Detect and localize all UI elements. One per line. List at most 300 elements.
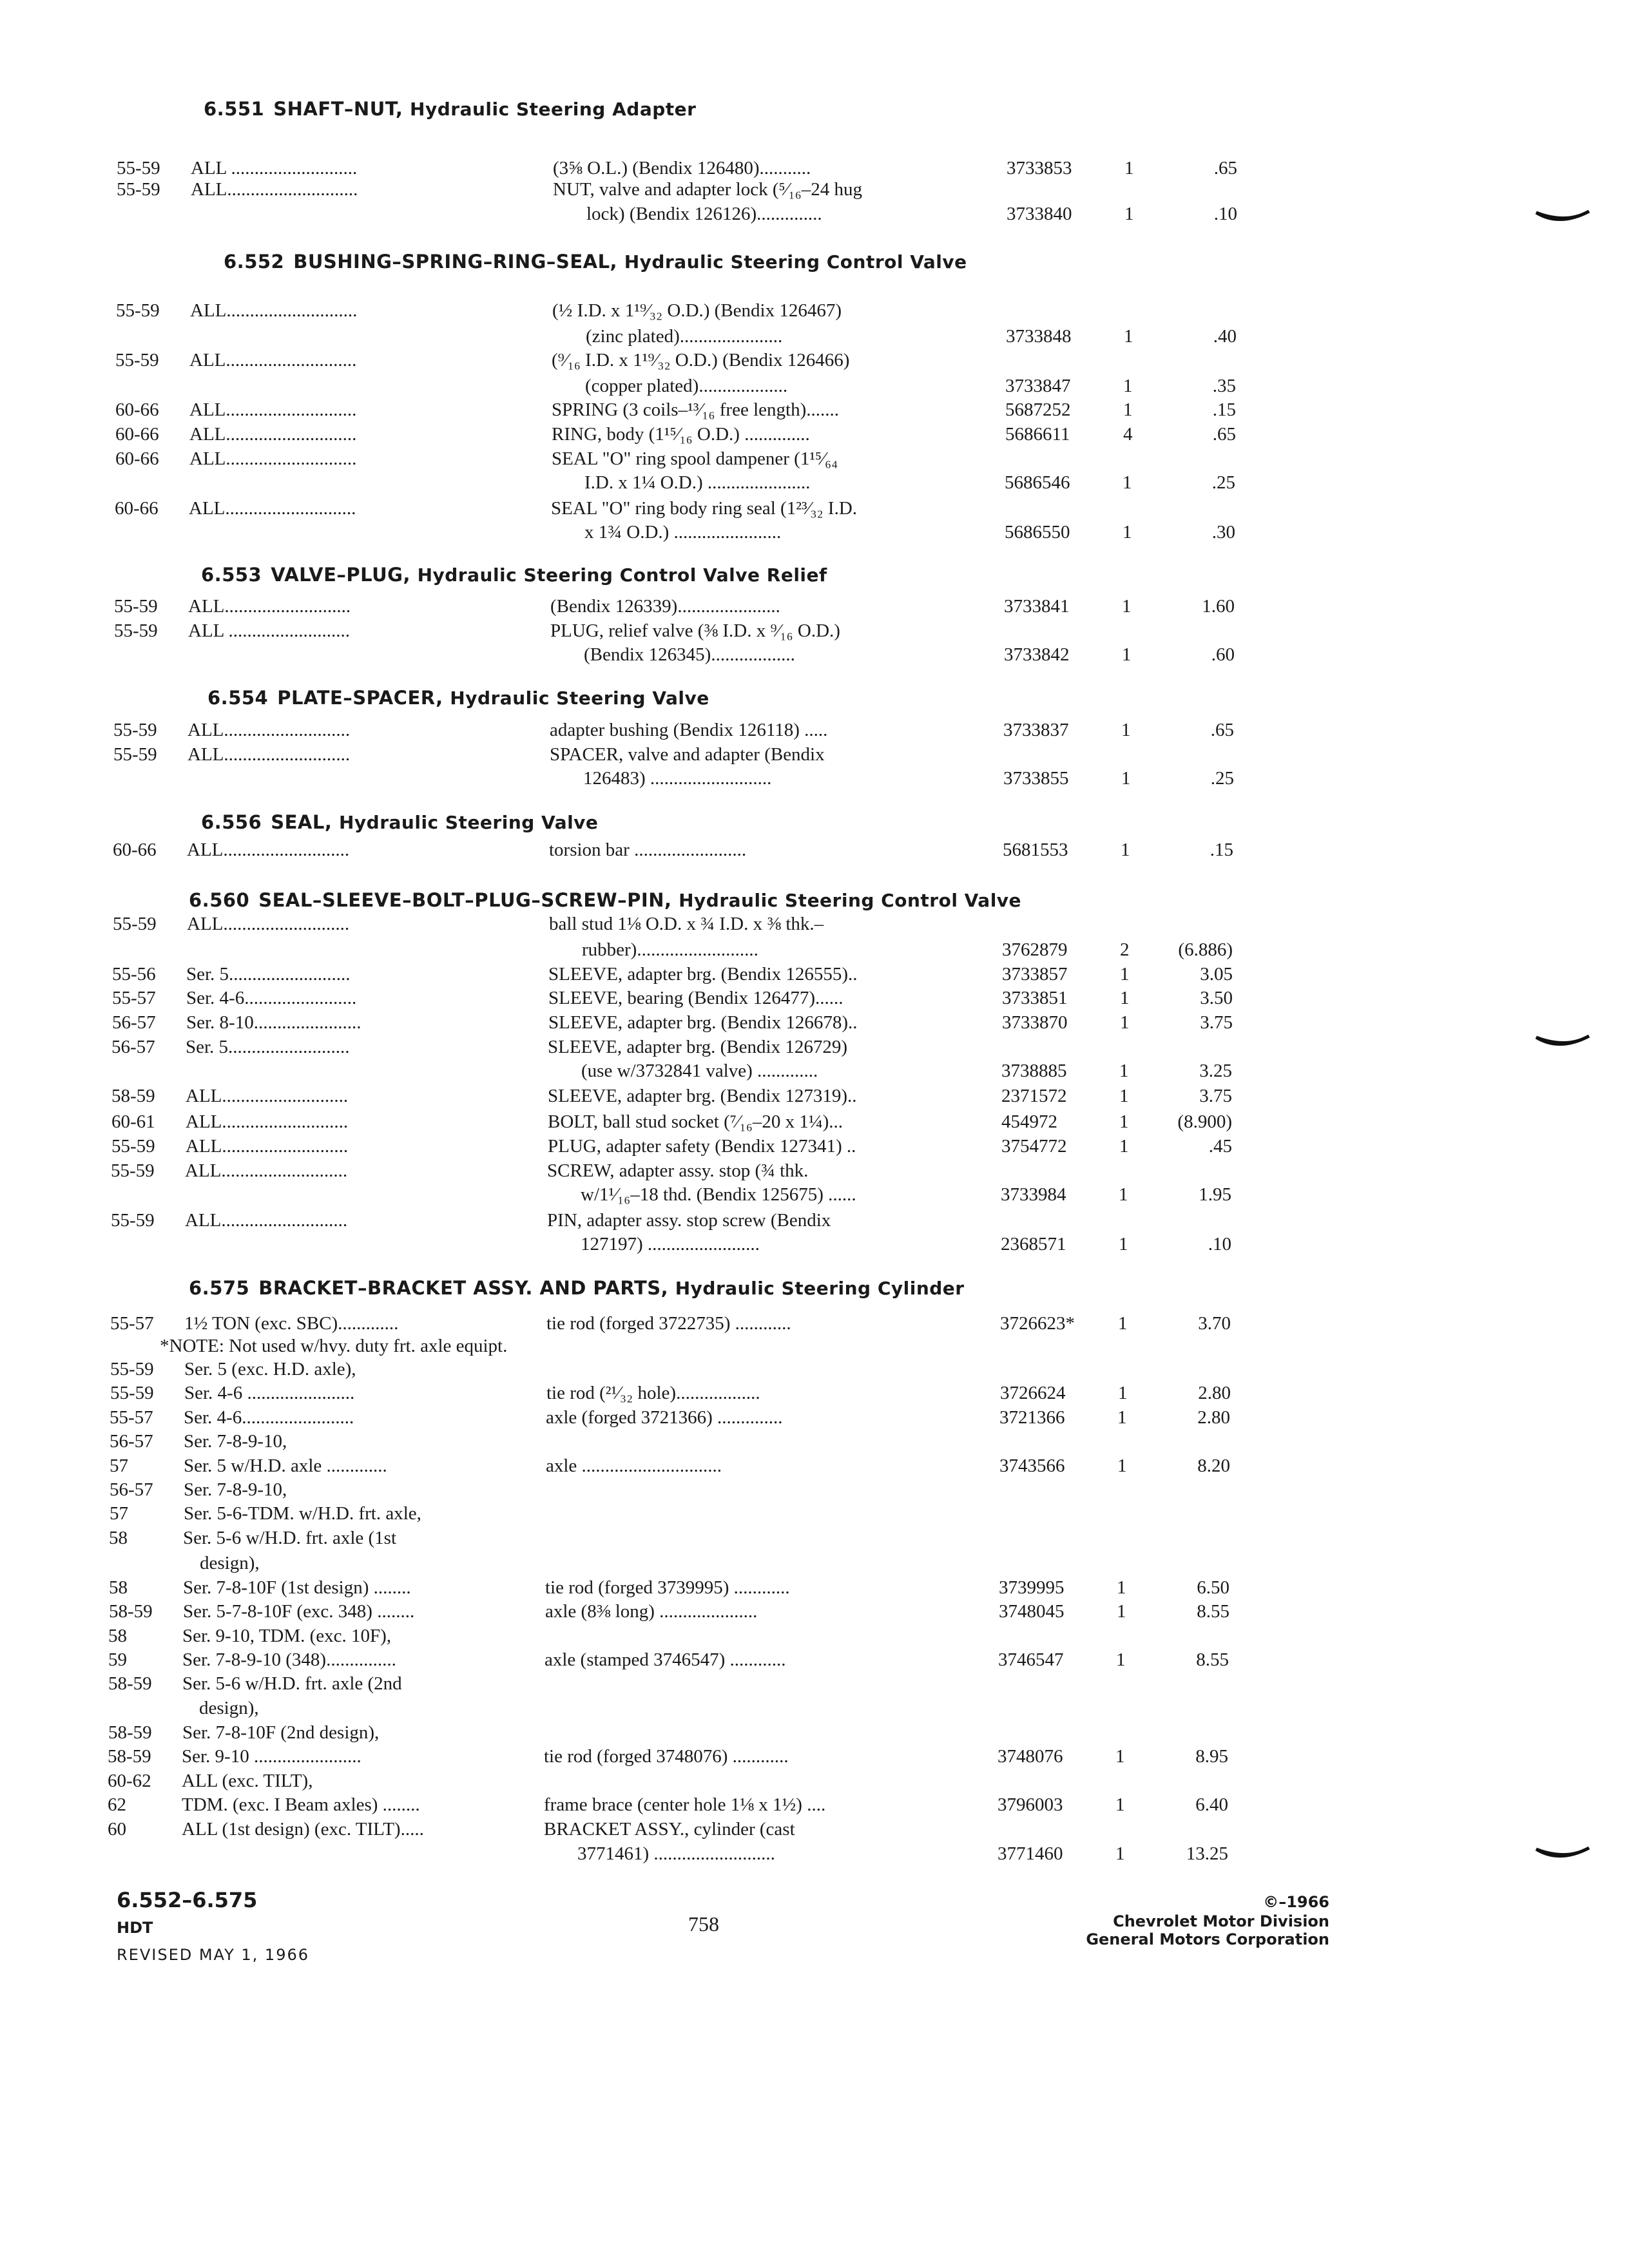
section-number: 6.560 (189, 889, 250, 911)
row-quantity: 1 (1115, 1746, 1125, 1767)
row-year: 55-56 (112, 964, 156, 985)
row-part-number: 3721366 (999, 1407, 1065, 1428)
section-title: BRACKET–BRACKET ASSY. AND PARTS, (258, 1277, 669, 1299)
row-description: PLUG, adapter safety (Bendix 127341) .. (548, 1136, 856, 1157)
row-price: .15 (1210, 840, 1233, 860)
row-series: Ser. 5.......................... (186, 1037, 350, 1057)
parts-row (0, 840, 1629, 865)
row-year: 55-57 (110, 1313, 154, 1334)
parts-row (0, 1553, 1629, 1579)
row-part-number: 3733857 (1002, 964, 1068, 985)
parts-row (0, 1819, 1629, 1845)
parts-row (0, 939, 1629, 965)
row-description: SPACER, valve and adapter (Bendix (550, 744, 825, 765)
row-year: 55-59 (114, 596, 158, 617)
row-description: (½ I.D. x 1¹⁹⁄₃₂ O.D.) (Bendix 126467) (552, 300, 842, 321)
row-series: ALL............................ (190, 300, 358, 321)
row-quantity: 1 (1121, 840, 1130, 860)
row-price: 1.60 (1202, 596, 1235, 617)
row-description: tie rod (forged 3748076) ............ (544, 1746, 789, 1767)
row-price: .15 (1212, 399, 1236, 420)
row-year: 55-57 (110, 1407, 153, 1428)
row-series: Ser. 9-10, TDM. (exc. 10F), (182, 1626, 392, 1646)
row-year: 56-57 (110, 1431, 153, 1452)
row-part-number: 3733837 (1003, 720, 1069, 740)
row-quantity: 1 (1117, 1577, 1126, 1598)
parts-row (0, 1061, 1629, 1086)
parts-row (0, 914, 1629, 939)
row-series: Ser. 5-6 w/H.D. frt. axle (1st (183, 1528, 397, 1548)
row-description: PLUG, relief valve (⅜ I.D. x ⁹⁄₁₆ O.D.) (550, 620, 840, 641)
row-year: 58-59 (108, 1673, 152, 1694)
row-description: (copper plated)................... (585, 376, 788, 396)
row-part-number: 3733851 (1002, 988, 1068, 1008)
row-price: 3.75 (1200, 1012, 1233, 1033)
section-subtitle: Hydraulic Steering Adapter (410, 99, 697, 120)
row-series: ALL (1st design) (exc. TILT)..... (182, 1819, 424, 1840)
row-year: 55-57 (112, 988, 156, 1008)
row-quantity: 1 (1119, 1061, 1129, 1081)
parts-row (0, 1794, 1629, 1820)
row-quantity: 4 (1123, 424, 1133, 445)
parts-row (0, 204, 1629, 229)
row-series: Ser. 7-8-10F (1st design) ........ (183, 1577, 411, 1598)
section-title: SEAL–SLEEVE–BOLT–PLUG–SCREW–PIN, (258, 889, 672, 911)
row-part-number: 3726624 (1000, 1383, 1066, 1403)
parts-row (0, 522, 1629, 548)
row-description: adapter bushing (Bendix 126118) ..... (550, 720, 828, 740)
row-series: ALL............................ (189, 350, 357, 370)
row-description: SEAL "O" ring spool dampener (1¹⁵⁄₆₄ (552, 448, 838, 469)
row-quantity: 1 (1118, 1313, 1128, 1334)
row-part-number: 454972 (1001, 1111, 1057, 1132)
parts-row (0, 179, 1629, 205)
row-year: 58-59 (111, 1086, 155, 1106)
row-year: 55-59 (117, 158, 160, 178)
row-price: 8.95 (1195, 1746, 1228, 1767)
row-quantity: 1 (1117, 1456, 1127, 1476)
footer-range: 6.552–6.575 (117, 1888, 258, 1912)
parts-row (0, 350, 1629, 376)
row-description: axle (8⅜ long) ..................... (545, 1601, 758, 1622)
parts-row (0, 1359, 1629, 1385)
row-price: (6.886) (1178, 939, 1233, 960)
parts-row (0, 1746, 1629, 1772)
row-series: ALL............................ (189, 399, 357, 420)
row-year: 60-62 (108, 1771, 151, 1791)
row-series: *NOTE: Not used w/hvy. duty frt. axle equipt. (160, 1336, 508, 1356)
parts-row (0, 1577, 1629, 1603)
row-series: ALL........................... (185, 1160, 348, 1181)
row-series: Ser. 4-6........................ (184, 1407, 354, 1428)
row-quantity: 2 (1120, 939, 1130, 960)
footer-code: HDT (117, 1919, 153, 1937)
parts-row (0, 1336, 1629, 1361)
section-heading (204, 98, 696, 120)
row-series: ALL........................... (186, 1136, 349, 1157)
row-quantity: 1 (1117, 1407, 1127, 1428)
parts-row (0, 988, 1629, 1014)
section-title: BUSHING–SPRING–RING–SEAL, (293, 251, 618, 273)
row-description: axle .............................. (546, 1456, 722, 1476)
binder-mark-icon (1534, 206, 1592, 232)
row-quantity: 1 (1122, 596, 1132, 617)
row-description: SLEEVE, adapter brg. (Bendix 126729) (548, 1037, 847, 1057)
row-price: 8.55 (1196, 1649, 1229, 1670)
parts-row (0, 1210, 1629, 1236)
row-series: Ser. 4-6 ....................... (184, 1383, 355, 1403)
row-year: 59 (108, 1649, 127, 1670)
parts-row (0, 1313, 1629, 1339)
row-year: 55-59 (115, 350, 159, 370)
row-price: 3.75 (1199, 1086, 1232, 1106)
row-price: .10 (1213, 204, 1237, 224)
row-quantity: 1 (1121, 768, 1131, 789)
row-year: 55-59 (113, 744, 157, 765)
row-part-number: 3746547 (998, 1649, 1064, 1670)
row-part-number: 3748045 (999, 1601, 1065, 1622)
row-description: 127197) ........................ (581, 1234, 760, 1254)
parts-row (0, 596, 1629, 622)
parts-row (0, 1673, 1629, 1699)
parts-row (0, 1037, 1629, 1062)
row-series: ALL ........................... (191, 158, 358, 178)
row-part-number: 3733847 (1005, 376, 1071, 396)
row-description: BRACKET ASSY., cylinder (cast (544, 1819, 795, 1840)
row-series: ALL........................... (186, 1086, 349, 1106)
row-year: 56-57 (110, 1479, 153, 1500)
parts-row (0, 1601, 1629, 1627)
row-description: frame brace (center hole 1⅛ x 1½) .... (544, 1794, 826, 1815)
row-quantity: 1 (1120, 964, 1130, 985)
parts-row (0, 644, 1629, 670)
row-description: NUT, valve and adapter lock (⁵⁄₁₆–24 hug (553, 179, 862, 200)
row-description: SEAL "O" ring body ring seal (1²³⁄₃₂ I.D. (551, 498, 858, 519)
row-series: ALL........................... (185, 1210, 348, 1231)
row-series: ALL............................ (189, 498, 356, 519)
row-series: ALL (exc. TILT), (182, 1771, 313, 1791)
row-series: Ser. 8-10....................... (186, 1012, 361, 1033)
section-title: SEAL, (271, 811, 333, 833)
row-description: ball stud 1⅛ O.D. x ¾ I.D. x ⅜ thk.– (549, 914, 824, 934)
row-quantity: 1 (1117, 1601, 1126, 1622)
row-part-number: 5687252 (1005, 399, 1071, 420)
parts-row (0, 1431, 1629, 1457)
row-part-number: 3733870 (1002, 1012, 1068, 1033)
footer-corporation: General Motors Corporation (1086, 1930, 1329, 1948)
row-series: ALL........................... (188, 596, 351, 617)
row-part-number: 3796003 (998, 1794, 1063, 1815)
parts-row (0, 1503, 1629, 1529)
parts-row (0, 1136, 1629, 1162)
parts-row (0, 1843, 1629, 1869)
row-quantity: 1 (1123, 472, 1132, 493)
parts-row (0, 720, 1629, 745)
section-subtitle: Hydraulic Steering Control Valve (679, 890, 1022, 911)
row-year: 60-66 (113, 840, 157, 860)
row-series: TDM. (exc. I Beam axles) ........ (182, 1794, 420, 1815)
row-part-number: 5686546 (1005, 472, 1070, 493)
row-price: .60 (1211, 644, 1235, 665)
row-quantity: 1 (1115, 1794, 1125, 1815)
row-description: (zinc plated)...................... (586, 326, 783, 347)
footer-division: Chevrolet Motor Division (1113, 1912, 1329, 1930)
row-series: ALL........................... (187, 914, 350, 934)
row-series: ALL........................... (186, 1111, 349, 1132)
section-number: 6.551 (204, 98, 265, 120)
row-series: Ser. 5-7-8-10F (exc. 348) ........ (183, 1601, 415, 1622)
row-quantity: 1 (1123, 376, 1133, 396)
row-quantity: 1 (1124, 326, 1133, 347)
row-part-number: 5686611 (1005, 424, 1070, 445)
row-series: ALL............................ (189, 448, 357, 469)
row-description: w/1¹⁄₁₆–18 thd. (Bendix 125675) ...... (581, 1184, 856, 1205)
row-price: .65 (1210, 720, 1234, 740)
row-description: I.D. x 1¼ O.D.) ...................... (584, 472, 811, 493)
section-heading (201, 811, 598, 833)
row-year: 60-66 (115, 399, 159, 420)
row-series: ALL .......................... (188, 620, 351, 641)
row-series: Ser. 7-8-9-10 (348)............... (182, 1649, 396, 1670)
row-series: design), (200, 1553, 260, 1573)
row-series: ALL............................ (191, 179, 358, 200)
row-price: 8.20 (1197, 1456, 1230, 1476)
section-title: SHAFT–NUT, (273, 98, 403, 120)
row-quantity: 1 (1123, 522, 1132, 543)
row-series: ALL........................... (187, 840, 350, 860)
row-price: 6.50 (1197, 1577, 1229, 1598)
row-year: 62 (108, 1794, 126, 1815)
parts-row (0, 1012, 1629, 1038)
page-number: 758 (688, 1912, 719, 1936)
row-year: 58 (108, 1626, 127, 1646)
binder-mark-icon (1534, 1031, 1592, 1057)
row-price: .65 (1213, 158, 1237, 178)
row-description: tie rod (²¹⁄₃₂ hole).................. (546, 1383, 760, 1403)
row-year: 60-66 (115, 498, 159, 519)
parts-row (0, 964, 1629, 990)
row-year: 56-57 (111, 1037, 155, 1057)
row-price: .30 (1211, 522, 1235, 543)
section-subtitle: Hydraulic Steering Valve (338, 812, 599, 833)
parts-row (0, 1383, 1629, 1408)
row-year: 55-59 (111, 1136, 155, 1157)
row-part-number: 3771460 (998, 1843, 1063, 1864)
parts-row (0, 1234, 1629, 1260)
row-price: 2.80 (1198, 1383, 1231, 1403)
parts-row (0, 472, 1629, 498)
row-description: 3771461) .......................... (577, 1843, 775, 1864)
row-part-number: 3754772 (1001, 1136, 1067, 1157)
row-part-number: 3726623* (1000, 1313, 1075, 1334)
row-part-number: 3733984 (1001, 1184, 1066, 1205)
row-year: 58-59 (108, 1722, 152, 1743)
row-price: .25 (1210, 768, 1234, 789)
row-part-number: 3733841 (1004, 596, 1070, 617)
row-quantity: 1 (1123, 399, 1133, 420)
row-year: 57 (110, 1503, 128, 1524)
section-heading (189, 889, 1021, 911)
parts-row (0, 1649, 1629, 1675)
row-part-number: 3762879 (1002, 939, 1068, 960)
row-part-number: 3739995 (999, 1577, 1065, 1598)
section-subtitle: Hydraulic Steering Cylinder (675, 1278, 965, 1299)
row-series: ALL........................... (188, 744, 351, 765)
parts-row (0, 1111, 1629, 1137)
section-heading (201, 564, 827, 586)
row-series: Ser. 5-6 w/H.D. frt. axle (2nd (182, 1673, 402, 1694)
row-year: 60-66 (115, 448, 159, 469)
row-part-number: 2368571 (1001, 1234, 1066, 1254)
parts-row (0, 399, 1629, 425)
row-year: 55-59 (110, 1383, 154, 1403)
row-part-number: 3738885 (1001, 1061, 1067, 1081)
row-quantity: 1 (1115, 1843, 1125, 1864)
row-year: 60-66 (115, 424, 159, 445)
row-description: SPRING (3 coils–¹³⁄₁₆ free length)....... (552, 399, 839, 420)
row-quantity: 1 (1121, 720, 1131, 740)
section-title: PLATE–SPACER, (277, 687, 443, 709)
row-series: Ser. 5 w/H.D. axle ............. (184, 1456, 387, 1476)
row-part-number: 3733853 (1007, 158, 1072, 178)
row-price: .35 (1212, 376, 1236, 396)
parts-row (0, 448, 1629, 474)
row-quantity: 1 (1124, 158, 1134, 178)
row-price: .10 (1208, 1234, 1231, 1254)
row-description: PIN, adapter assy. stop screw (Bendix (547, 1210, 831, 1231)
row-description: tie rod (forged 3739995) ............ (545, 1577, 790, 1598)
section-number: 6.556 (201, 811, 262, 833)
row-year: 55-59 (114, 620, 158, 641)
section-subtitle: Hydraulic Steering Valve (450, 687, 709, 709)
parts-row (0, 1456, 1629, 1481)
row-part-number: 3748076 (998, 1746, 1063, 1767)
row-description: SLEEVE, adapter brg. (Bendix 127319).. (548, 1086, 857, 1106)
parts-row (0, 498, 1629, 524)
row-year: 58-59 (108, 1746, 151, 1767)
row-description: (Bendix 126339)...................... (550, 596, 780, 617)
parts-row (0, 768, 1629, 794)
row-price: 8.55 (1197, 1601, 1229, 1622)
row-quantity: 1 (1120, 988, 1130, 1008)
row-series: ALL............................ (189, 424, 357, 445)
row-price: (8.900) (1177, 1111, 1232, 1132)
section-title: VALVE–PLUG, (271, 564, 410, 586)
row-year: 55-59 (110, 1359, 154, 1379)
row-description: (Bendix 126345).................. (584, 644, 795, 665)
row-price: 2.80 (1197, 1407, 1230, 1428)
row-series: design), (199, 1698, 259, 1718)
row-year: 58 (109, 1528, 128, 1548)
section-number: 6.552 (224, 251, 285, 273)
parts-row (0, 1160, 1629, 1186)
row-description: rubber).......................... (582, 939, 758, 960)
row-series: Ser. 7-8-10F (2nd design), (182, 1722, 380, 1743)
row-year: 60-61 (111, 1111, 155, 1132)
section-number: 6.553 (201, 564, 262, 586)
row-price: 1.95 (1199, 1184, 1231, 1205)
row-price: 6.40 (1195, 1794, 1228, 1815)
row-quantity: 1 (1119, 1136, 1129, 1157)
row-quantity: 1 (1124, 204, 1134, 224)
row-description: SCREW, adapter assy. stop (¾ thk. (547, 1160, 809, 1181)
row-quantity: 1 (1119, 1111, 1129, 1132)
row-price: 3.05 (1200, 964, 1233, 985)
row-description: (⁹⁄₁₆ I.D. x 1¹⁹⁄₃₂ O.D.) (Bendix 126466) (552, 350, 850, 370)
row-year: 56-57 (112, 1012, 156, 1033)
parts-row (0, 1184, 1629, 1210)
row-quantity: 1 (1119, 1184, 1128, 1205)
row-part-number: 5686550 (1005, 522, 1070, 543)
row-year: 60 (108, 1819, 126, 1840)
parts-row (0, 1528, 1629, 1553)
binder-mark-icon (1534, 1843, 1592, 1869)
parts-row (0, 620, 1629, 646)
row-description: RING, body (1¹⁵⁄₁₆ O.D.) .............. (552, 424, 810, 445)
row-description: SLEEVE, adapter brg. (Bendix 126678).. (548, 1012, 858, 1033)
row-price: 3.70 (1198, 1313, 1231, 1334)
row-price: 3.50 (1200, 988, 1233, 1008)
row-year: 57 (110, 1456, 128, 1476)
row-series: Ser. 7-8-9-10, (184, 1431, 287, 1452)
row-part-number: 3743566 (999, 1456, 1065, 1476)
footer-copyright: ©–1966 (1263, 1893, 1329, 1911)
section-subtitle: Hydraulic Steering Control Valve Relief (417, 564, 827, 586)
row-description: 126483) .......................... (583, 768, 772, 789)
row-part-number: 5681553 (1003, 840, 1068, 860)
row-series: Ser. 9-10 ....................... (182, 1746, 361, 1767)
row-description: (use w/3732841 valve) ............. (581, 1061, 818, 1081)
row-price: .65 (1212, 424, 1236, 445)
row-series: Ser. 7-8-9-10, (184, 1479, 287, 1500)
row-year: 55-59 (113, 914, 157, 934)
section-heading (207, 687, 709, 709)
row-price: 3.25 (1199, 1061, 1232, 1081)
section-subtitle: Hydraulic Steering Control Valve (624, 251, 967, 273)
parts-row (0, 376, 1629, 401)
row-year: 55-59 (113, 720, 157, 740)
row-year: 58 (109, 1577, 128, 1598)
row-description: (3⅝ O.L.) (Bendix 126480)........... (553, 158, 811, 178)
row-year: 55-59 (111, 1160, 155, 1181)
row-description: axle (stamped 3746547) ............ (545, 1649, 786, 1670)
row-series: Ser. 5 (exc. H.D. axle), (184, 1359, 356, 1379)
footer-revised: REVISED MAY 1, 1966 (117, 1946, 309, 1964)
row-part-number: 3733855 (1003, 768, 1069, 789)
row-description: torsion bar ........................ (549, 840, 747, 860)
row-series: Ser. 5.......................... (186, 964, 351, 985)
parts-row (0, 1479, 1629, 1505)
row-price: .25 (1211, 472, 1235, 493)
parts-row (0, 1771, 1629, 1796)
row-price: .40 (1213, 326, 1237, 347)
row-quantity: 1 (1119, 1086, 1129, 1106)
section-number: 6.554 (207, 687, 269, 709)
row-part-number: 2371572 (1001, 1086, 1067, 1106)
parts-row (0, 424, 1629, 450)
row-series: Ser. 5-6-TDM. w/H.D. frt. axle, (184, 1503, 421, 1524)
row-part-number: 3733842 (1004, 644, 1070, 665)
row-year: 55-59 (117, 179, 160, 200)
parts-row (0, 300, 1629, 326)
row-description: axle (forged 3721366) .............. (546, 1407, 783, 1428)
row-part-number: 3733848 (1006, 326, 1072, 347)
row-year: 55-59 (111, 1210, 155, 1231)
parts-row (0, 326, 1629, 352)
row-description: SLEEVE, adapter brg. (Bendix 126555).. (548, 964, 858, 985)
row-quantity: 1 (1120, 1012, 1130, 1033)
row-series: Ser. 4-6........................ (186, 988, 357, 1008)
